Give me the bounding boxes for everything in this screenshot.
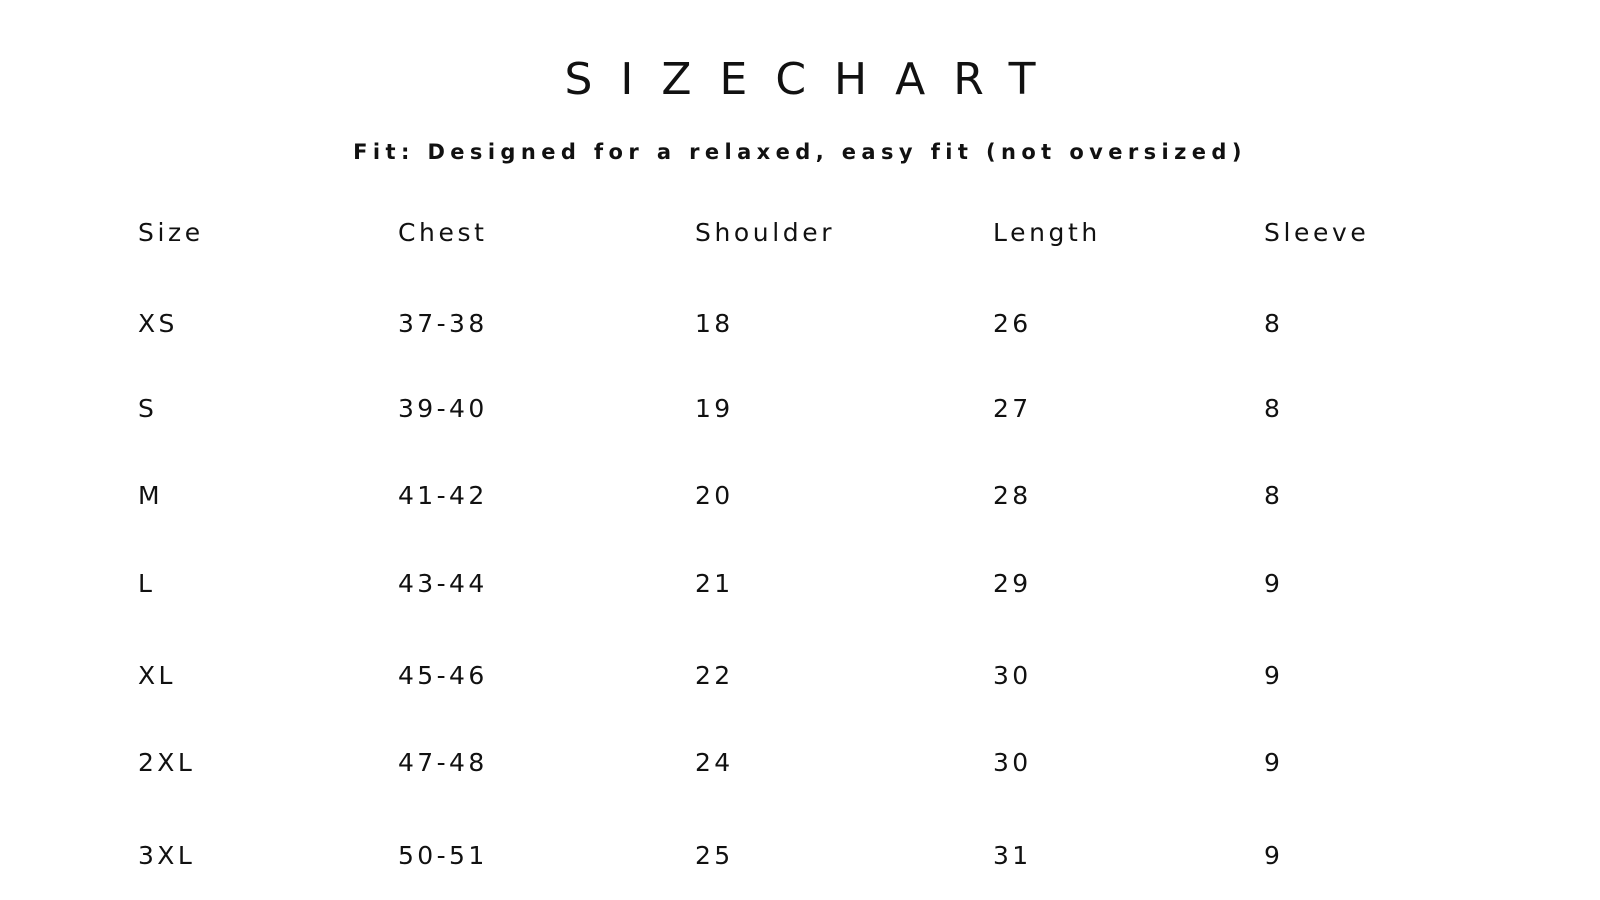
size-cell: XL bbox=[138, 661, 176, 690]
shoulder-cell: 21 bbox=[695, 569, 734, 598]
shoulder-cell: 24 bbox=[695, 748, 734, 777]
shoulder-cell: 25 bbox=[695, 841, 734, 870]
length-cell: 30 bbox=[993, 661, 1032, 690]
length-cell: 30 bbox=[993, 748, 1032, 777]
length-cell: 28 bbox=[993, 481, 1032, 510]
size-cell: S bbox=[138, 394, 158, 423]
sleeve-cell: 9 bbox=[1264, 841, 1284, 870]
chest-cell: 43-44 bbox=[398, 569, 488, 598]
size-cell: XS bbox=[138, 309, 178, 338]
fit-description: Fit: Designed for a relaxed, easy fit (not oversized) bbox=[353, 140, 1247, 164]
shoulder-cell: 20 bbox=[695, 481, 734, 510]
sleeve-cell: 8 bbox=[1264, 481, 1284, 510]
page-title: SIZECHART bbox=[564, 54, 1064, 105]
size-cell: L bbox=[138, 569, 156, 598]
chest-cell: 50-51 bbox=[398, 841, 488, 870]
size-cell: M bbox=[138, 481, 163, 510]
length-cell: 27 bbox=[993, 394, 1032, 423]
column-header-chest: Chest bbox=[398, 218, 488, 247]
sleeve-cell: 8 bbox=[1264, 394, 1284, 423]
chest-cell: 47-48 bbox=[398, 748, 488, 777]
length-cell: 26 bbox=[993, 309, 1032, 338]
sleeve-cell: 9 bbox=[1264, 748, 1284, 777]
length-cell: 31 bbox=[993, 841, 1032, 870]
shoulder-cell: 19 bbox=[695, 394, 734, 423]
column-header-size: Size bbox=[138, 218, 204, 247]
column-header-shoulder: Shoulder bbox=[695, 218, 836, 247]
length-cell: 29 bbox=[993, 569, 1032, 598]
shoulder-cell: 22 bbox=[695, 661, 734, 690]
column-header-sleeve: Sleeve bbox=[1264, 218, 1370, 247]
chest-cell: 37-38 bbox=[398, 309, 488, 338]
sleeve-cell: 8 bbox=[1264, 309, 1284, 338]
chest-cell: 39-40 bbox=[398, 394, 488, 423]
chest-cell: 45-46 bbox=[398, 661, 488, 690]
chest-cell: 41-42 bbox=[398, 481, 488, 510]
sleeve-cell: 9 bbox=[1264, 569, 1284, 598]
sleeve-cell: 9 bbox=[1264, 661, 1284, 690]
size-cell: 3XL bbox=[138, 841, 196, 870]
shoulder-cell: 18 bbox=[695, 309, 734, 338]
size-cell: 2XL bbox=[138, 748, 196, 777]
column-header-length: Length bbox=[993, 218, 1101, 247]
